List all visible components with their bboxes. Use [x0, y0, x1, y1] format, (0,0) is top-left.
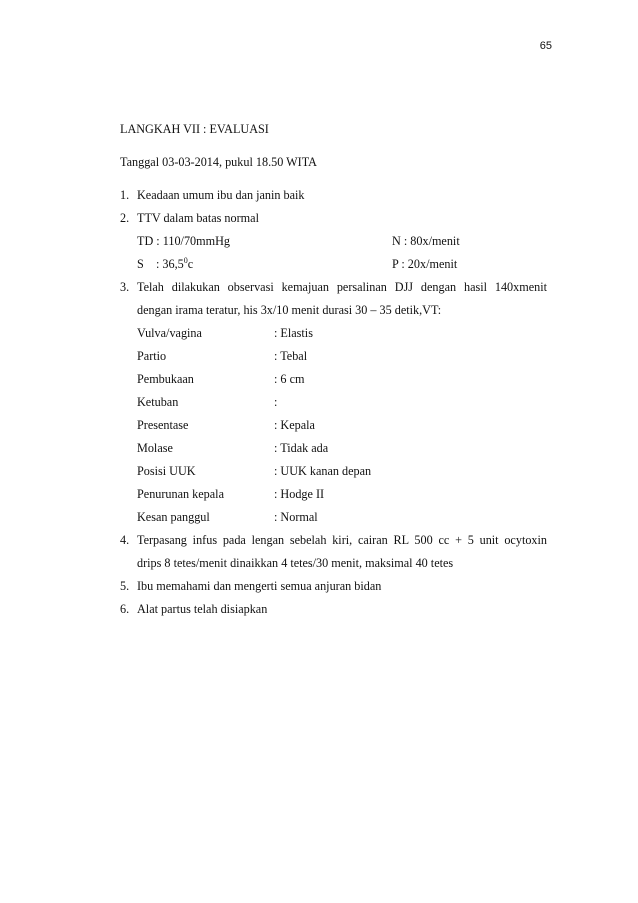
item-text-continued: dengan irama teratur, his 3x/10 menit durasi 30 – 35 detik,VT: — [137, 303, 442, 317]
section-heading: LANGKAH VII : EVALUASI — [120, 122, 269, 136]
vt-label: Kesan panggul — [137, 510, 210, 524]
item-text: TTV dalam batas normal — [137, 211, 259, 225]
item-text: Ibu memahami dan mengerti semua anjuran bidan — [137, 579, 382, 593]
vt-label: Pembukaan — [137, 372, 194, 386]
item-number: 1. — [120, 188, 130, 202]
vt-label: Penurunan kepala — [137, 487, 224, 501]
item-number: 5. — [120, 579, 130, 593]
vital-s-value: S : 36,5 — [137, 257, 184, 271]
vt-value: : Hodge II — [274, 487, 325, 501]
vt-value: : Elastis — [274, 326, 313, 340]
item-text: Keadaan umum ibu dan janin baik — [137, 188, 305, 202]
item-text: Terpasang infus pada lengan sebelah kiri, cairan RL 500 cc + 5 unit ocytoxin — [137, 533, 547, 547]
item-number: 4. — [120, 533, 130, 547]
vital-n: N : 80x/menit — [392, 234, 460, 248]
vt-value: : Normal — [274, 510, 318, 524]
vt-label: Vulva/vagina — [137, 326, 202, 340]
vt-value: : Kepala — [274, 418, 315, 432]
date-line: Tanggal 03-03-2014, pukul 18.50 WITA — [120, 155, 317, 169]
vital-td: TD : 110/70mmHg — [137, 234, 230, 248]
item-text: Telah dilakukan observasi kemajuan persalinan DJJ dengan hasil 140xmenit — [137, 280, 547, 294]
vt-label: Posisi UUK — [137, 464, 196, 478]
vt-label: Presentase — [137, 418, 189, 432]
vital-p: P : 20x/menit — [392, 257, 458, 271]
item-text-continued: drips 8 tetes/menit dinaikkan 4 tetes/30 menit, maksimal 40 tetes — [137, 556, 454, 570]
vt-value: : 6 cm — [274, 372, 305, 386]
vt-value: : Tebal — [274, 349, 308, 363]
item-number: 3. — [120, 280, 130, 294]
vital-s-unit: c — [187, 257, 194, 271]
degree-superscript: 0 — [183, 256, 188, 265]
item-text: Alat partus telah disiapkan — [137, 602, 268, 616]
vt-value: : Tidak ada — [274, 441, 329, 455]
vt-label: Ketuban — [137, 395, 179, 409]
page-number: 65 — [539, 40, 552, 52]
vt-value: : UUK kanan depan — [274, 464, 372, 478]
item-number: 2. — [120, 211, 130, 225]
vital-s — [137, 256, 193, 272]
vt-label: Molase — [137, 441, 173, 455]
vt-value: : — [274, 395, 278, 409]
item-number: 6. — [120, 602, 130, 616]
vt-label: Partio — [137, 349, 167, 363]
